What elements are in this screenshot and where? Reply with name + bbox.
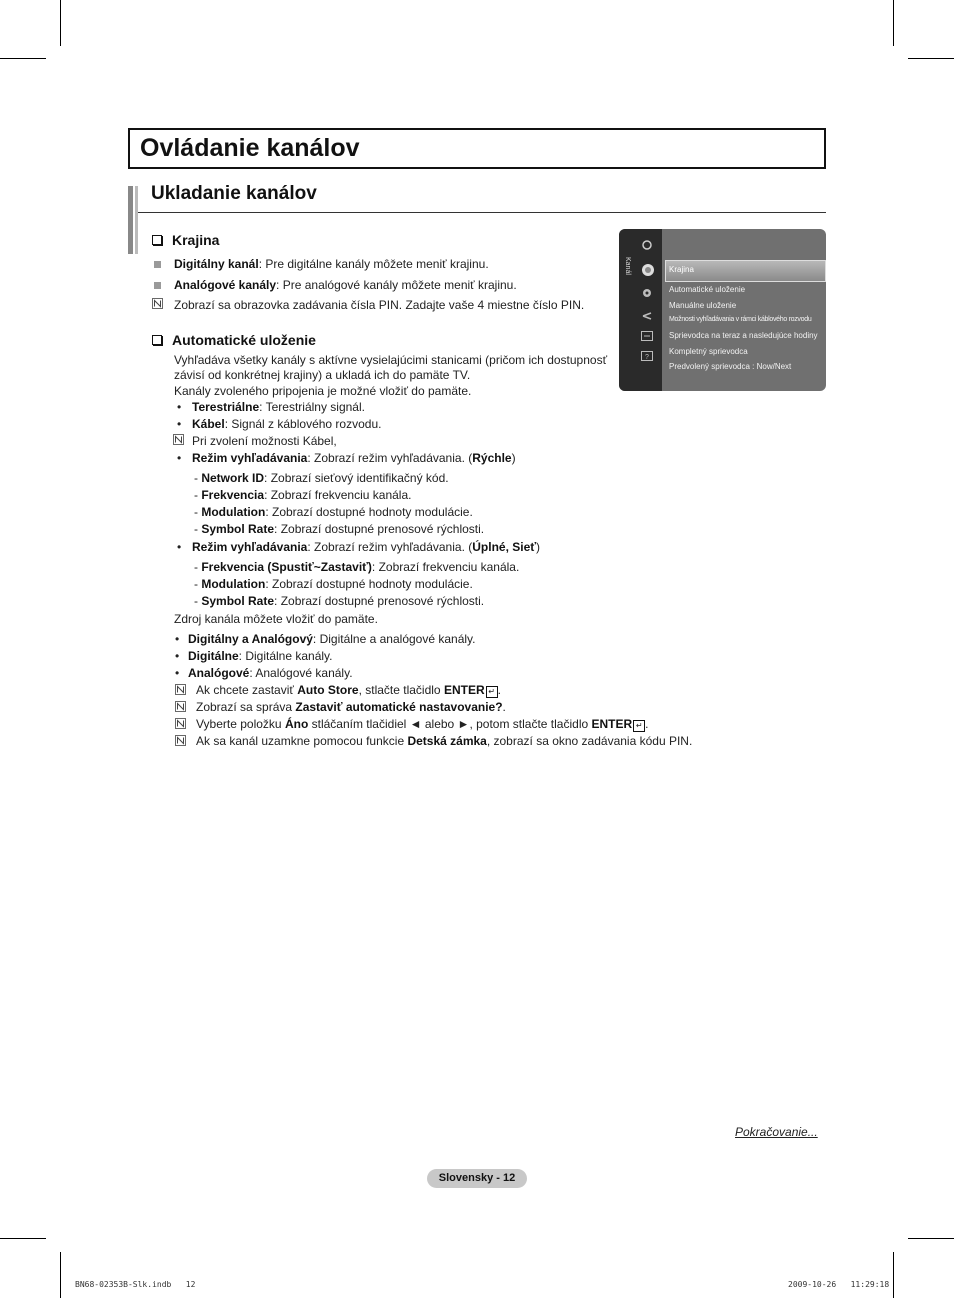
krajina-item-analog: Analógové kanály: Pre analógové kanály môžete meniť krajinu. xyxy=(174,278,517,292)
auto-dash-modulation-2: - Modulation: Zobrazí dostupné hodnoty modulácie. xyxy=(194,577,473,591)
auto-dash-network-id: - Network ID: Zobrazí sieťový identifikačný kód. xyxy=(194,471,449,485)
krajina-note: Zobrazí sa obrazovka zadávania čísla PIN. Zadajte vaše 4 miestne číslo PIN. xyxy=(174,298,585,312)
note-icon xyxy=(152,298,163,309)
menu-item-now-next[interactable]: Sprievodca na teraz a nasledujúce hodiny xyxy=(669,331,818,340)
note-icon xyxy=(173,434,184,445)
bullet: • xyxy=(175,649,180,663)
note-icon xyxy=(175,735,186,746)
auto-bullet-rezim-1: Režim vyhľadávania: Zobrazí režim vyhľadávania. (Rýchle) xyxy=(192,451,516,465)
crop-mark xyxy=(0,58,46,59)
auto-bullet-kabel: Kábel: Signál z káblového rozvodu. xyxy=(192,417,382,431)
crop-mark xyxy=(908,1238,954,1239)
auto-dash-symbol-rate: - Symbol Rate: Zobrazí dostupné prenosové rýchlosti. xyxy=(194,522,485,536)
checkbox-icon xyxy=(152,235,162,245)
auto-bullet-rezim-2: Režim vyhľadávania: Zobrazí režim vyhľadávania. (Úplné, Sieť) xyxy=(192,540,541,554)
svg-text:?: ? xyxy=(645,354,649,361)
bullet: • xyxy=(177,451,182,465)
picture-icon xyxy=(641,239,653,249)
input-icon xyxy=(641,311,653,321)
menu-icon-column xyxy=(619,229,662,391)
section-bar xyxy=(128,186,133,254)
note-icon xyxy=(175,684,186,695)
auto-note-kabel: Pri zvolení možnosti Kábel, xyxy=(192,434,337,448)
auto-dash-symbol-rate-2: - Symbol Rate: Zobrazí dostupné prenosové rýchlosti. xyxy=(194,594,485,608)
page-title-box xyxy=(128,128,826,169)
bullet: • xyxy=(177,417,182,431)
auto-source: Zdroj kanála môžete vložiť do pamäte. xyxy=(174,612,378,626)
auto-desc-3: Kanály zvoleného pripojenia je možné vložiť do pamäte. xyxy=(174,384,472,398)
menu-item-full-guide[interactable]: Kompletný sprievodca xyxy=(669,347,748,356)
note-icon xyxy=(175,718,186,729)
krajina-heading: Krajina xyxy=(152,232,219,248)
square-bullet-icon xyxy=(154,282,161,289)
crop-mark xyxy=(893,0,894,46)
auto-source-digital-analog: Digitálny a Analógový: Digitálne a analógové kanály. xyxy=(188,632,476,646)
section-divider xyxy=(138,212,826,213)
enter-icon: ↵ xyxy=(633,720,645,732)
section-title: Ukladanie kanálov xyxy=(151,183,317,204)
auto-bullet-terestrialne: Terestriálne: Terestriálny signál. xyxy=(192,400,365,414)
auto-source-analog: Analógové: Analógové kanály. xyxy=(188,666,353,680)
auto-dash-frekvencia-range: - Frekvencia (Spustiť~Zastaviť): Zobrazí frekvenciu kanála. xyxy=(194,560,520,574)
footer-timestamp: 2009-10-26 11:29:18 xyxy=(788,1280,890,1289)
auto-desc-2: závisí od konkrétnej krajiny) a ukladá ich do pamäte TV. xyxy=(174,368,471,382)
bullet: • xyxy=(177,540,182,554)
auto-heading: Automatické uloženie xyxy=(152,332,316,348)
page-title: Ovládanie kanálov xyxy=(140,134,360,162)
crop-mark xyxy=(893,1252,894,1298)
tv-menu-screenshot xyxy=(619,229,826,391)
crop-mark xyxy=(60,1252,61,1298)
bullet: • xyxy=(177,400,182,414)
footer-file-info: BN68-02353B-Slk.indb 12 xyxy=(75,1280,196,1289)
crop-mark xyxy=(908,58,954,59)
auto-desc-1: Vyhľadáva všetky kanály s aktívne vysielajúcimi stanicami (pričom ich dostupnosť xyxy=(174,353,608,367)
section-bar xyxy=(135,186,138,254)
menu-item-auto-store[interactable]: Automatické uloženie xyxy=(669,285,746,294)
menu-item-krajina[interactable]: Krajina xyxy=(669,265,694,274)
page-number-badge: Slovensky - 12 xyxy=(427,1169,527,1188)
auto-note-lock: Ak sa kanál uzamkne pomocou funkcie Detská zámka, zobrazí sa okno zadávania kódu PIN. xyxy=(196,734,693,748)
square-bullet-icon xyxy=(154,261,161,268)
application-icon xyxy=(641,331,653,341)
crop-mark xyxy=(0,1238,46,1239)
menu-category-label: Kanál xyxy=(624,257,631,275)
crop-mark xyxy=(60,0,61,46)
continue-link: Pokračovanie... xyxy=(735,1125,818,1139)
enter-icon: ↵ xyxy=(486,686,498,698)
bullet: • xyxy=(175,632,180,646)
support-icon xyxy=(641,351,653,361)
auto-note-message: Zobrazí sa správa Zastaviť automatické nastavovanie?. xyxy=(196,700,506,714)
auto-dash-modulation: - Modulation: Zobrazí dostupné hodnoty modulácie. xyxy=(194,505,473,519)
menu-item-default-guide[interactable]: Predvolený sprievodca : Now/Next xyxy=(669,362,792,371)
menu-item-manual-store[interactable]: Manuálne uloženie xyxy=(669,301,737,310)
gear-icon xyxy=(641,287,653,297)
note-icon xyxy=(175,701,186,712)
auto-note-ano: Vyberte položku Áno stláčaním tlačidiel ◄ alebo ►, potom stlačte tlačidlo ENTER ↵ . xyxy=(196,717,649,731)
checkbox-icon xyxy=(152,335,162,345)
menu-item-cable-search[interactable]: Možnosti vyhľadávania v rámci káblového rozvodu xyxy=(669,316,812,323)
auto-source-digital: Digitálne: Digitálne kanály. xyxy=(188,649,333,663)
krajina-item-digital: Digitálny kanál: Pre digitálne kanály môžete meniť krajinu. xyxy=(174,257,489,271)
auto-dash-frekvencia: - Frekvencia: Zobrazí frekvenciu kanála. xyxy=(194,488,412,502)
auto-note-stop: Ak chcete zastaviť Auto Store, stlačte tlačidlo ENTER ↵ . xyxy=(196,683,501,697)
channel-icon xyxy=(641,263,653,273)
bullet: • xyxy=(175,666,180,680)
